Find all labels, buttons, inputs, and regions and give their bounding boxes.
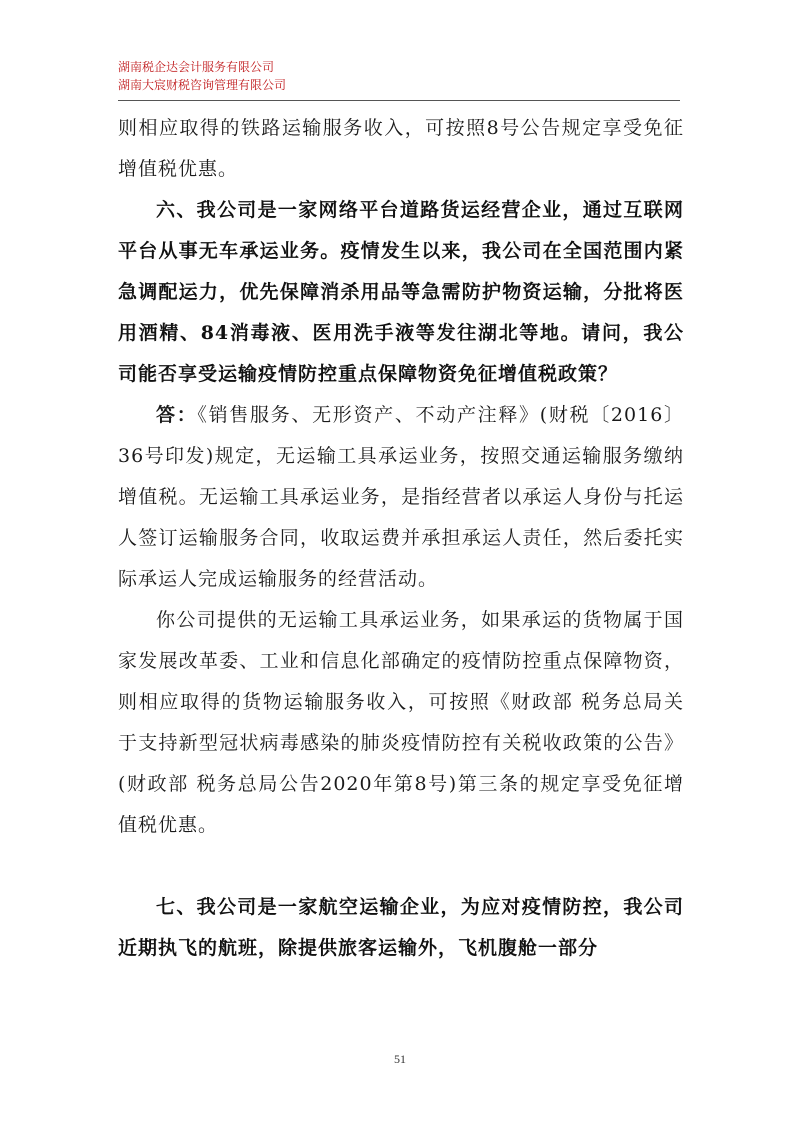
paragraph-gap [118,846,684,887]
company-name-2: 湖南大宸财税咨询管理有限公司 [118,78,287,92]
answer-6-continued: 你公司提供的无运输工具承运业务，如果承运的货物属于国家发展改革委、工业和信息化部确定的疫情防控重点保障物资，则相应取得的货物运输服务收入，可按照《财政部 税务总局关于支持新型冠状病毒感染的肺炎疫情防控有关税收政策的公告》(财政部 税务总局公告2020年第8号)第三条的规定享受免征增值税优惠。 [118,609,684,836]
question-7: 七、我公司是一家航空运输企业，为应对疫情防控，我公司近期执飞的航班，除提供旅客运输外，飞机腹舱一部分 [118,896,684,959]
question-6: 六、我公司是一家网络平台道路货运经营企业，通过互联网平台从事无车承运业务。疫情发生以来，我公司在全国范围内紧急调配运力，优先保障消杀用品等急需防护物资运输，分批将医用酒精、84消毒液、医用洗手液等发往湖北等地。请问，我公司能否享受运输疫情防控重点保障物资免征增值税政策？ [118,199,684,385]
answer-6 [118,395,684,600]
document-body [118,108,684,969]
paragraph-continuation: 则相应取得的铁路运输服务收入，可按照8号公告规定享受免征增值税优惠。 [118,117,684,180]
page-number: 51 [394,1052,406,1066]
answer-text: 《销售服务、无形资产、不动产注释》(财税〔2016〕36号印发)规定，无运输工具承运业务，按照交通运输服务缴纳增值税。无运输工具承运业务，是指经营者以承运人身份与托运人签订运输服务合同，收取运费并承担承运人责任，然后委托实际承运人完成运输服务的经营活动。 [118,404,684,590]
header-divider [118,100,680,101]
answer-label: 答： [156,404,198,426]
letterhead [118,58,678,94]
company-name-1: 湖南税企达会计服务有限公司 [118,60,275,74]
